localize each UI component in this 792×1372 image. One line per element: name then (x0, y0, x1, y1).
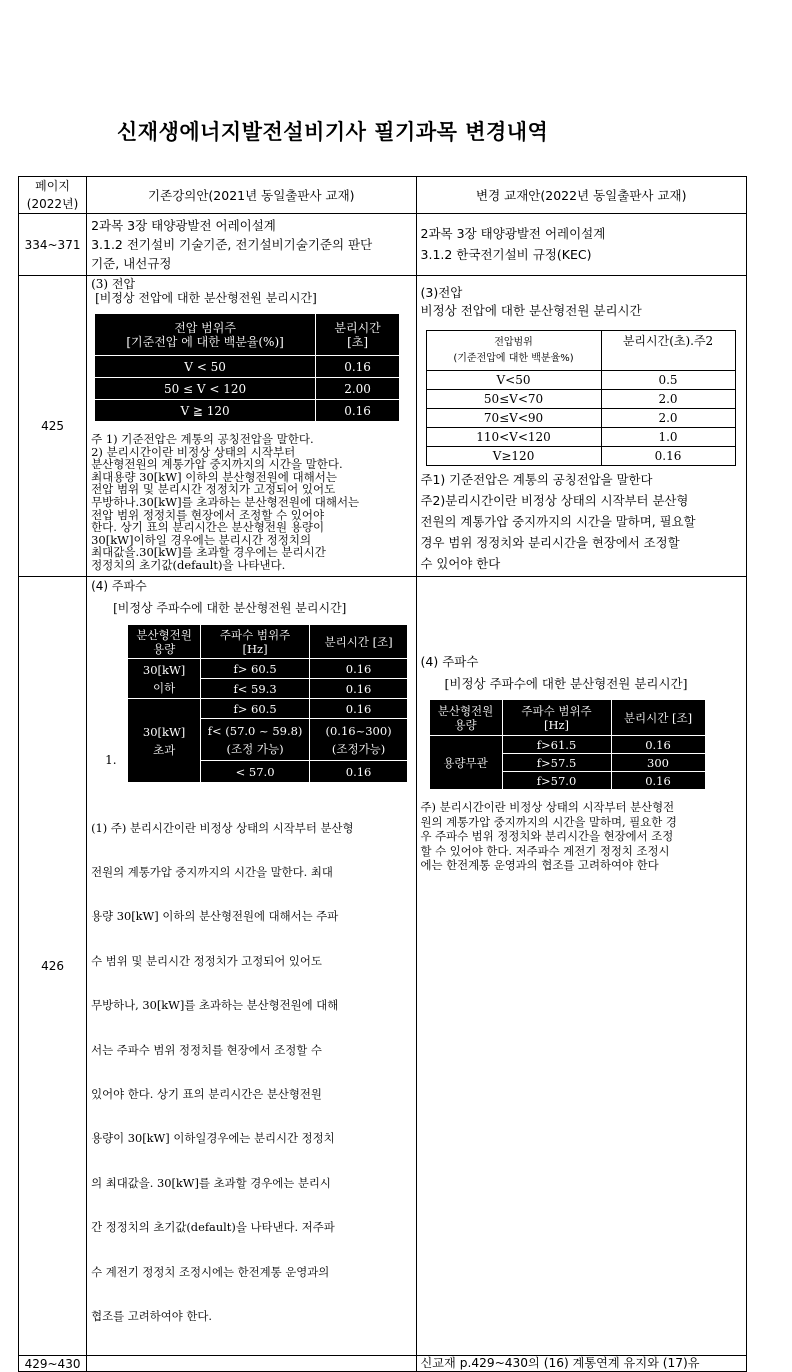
table-cell: 2.0 (601, 390, 735, 409)
note-line: 2) 분리시간이란 비정상 상태의 시작부터 (91, 444, 296, 459)
table-cell: 0.16 (611, 772, 705, 790)
page-cell: 426 (19, 577, 87, 1356)
list-marker: 1. (105, 753, 117, 767)
table-cell: f> 60.5 (201, 699, 310, 719)
change-table (18, 176, 747, 1372)
note-line: 주 1) 기준전압은 계통의 공칭전압을 말한다. (91, 432, 314, 446)
new-notes (421, 469, 742, 574)
note-line: 전압 범위 및 분리시간 정정치가 고정되어 있어도 (91, 482, 336, 497)
table-cell: 0.16 (310, 659, 408, 679)
page-cell: 425 (19, 276, 87, 577)
group-cell: 용량무관 (429, 736, 502, 790)
header-cell: [기준전압 에 대한 백분율(%)] (126, 334, 284, 349)
group-cell: 초과 (152, 742, 176, 757)
note-line: 서는 주파수 범위 정정치를 현장에서 조정할 수 (91, 1042, 322, 1057)
group-cell: 이하 (152, 680, 176, 695)
note-line: 30[kW]이하일 경우에는 분리시간 정정치의 (91, 532, 312, 547)
note-line: 정정치의 초기값(default)을 나타낸다. (91, 557, 286, 572)
old-text-line: 2과목 3장 태양광발전 어레이설계 (91, 218, 276, 233)
table-row (19, 577, 747, 1356)
table-cell: < 57.0 (201, 761, 310, 783)
note-line: 할 수 있어야 한다. 저주파수 계전기 정정치 조정시 (420, 843, 670, 858)
old-notes (91, 791, 411, 1353)
table-cell: 50 ≤ V < 120 (95, 378, 316, 400)
header-cell: 분리시간 [조] (310, 625, 408, 659)
new-content-cell (416, 577, 746, 1356)
table-cell: V < 50 (95, 356, 316, 378)
table-cell: 0.16 (611, 736, 705, 754)
page-cell: 429~430 (19, 1356, 87, 1372)
note-line: 전원의 계통가압 중지까지의 시간을 말하며, 필요할 (420, 514, 696, 529)
note-line: 용량 30[kW] 이하의 분산형전원에 대해서는 주파 (91, 909, 339, 924)
table-cell: V<50 (426, 371, 601, 390)
table-cell: 1.0 (601, 428, 735, 447)
section-heading: (3)전압 (420, 285, 463, 300)
table-cell: 0.16 (601, 447, 735, 466)
table-caption: 비정상 전압에 대한 분산형전원 분리시간 (420, 303, 642, 318)
header-cell: 분산형전원 (437, 703, 494, 718)
year-label: (2022년) (26, 197, 79, 211)
table-cell: f>57.5 (502, 754, 611, 772)
table-caption: [비정상 주파수에 대한 분산형전원 분리시간] (444, 676, 688, 691)
note-line: 수 계전기 정정치 조정시에는 한전계통 운영과의 (91, 1264, 330, 1279)
new-text-line: 신교재 p.429~430의 (16) 계통연계 유지와 (17)유 (420, 1356, 700, 1371)
note-line: 에는 한전계통 운영과의 협조를 고려하여야 한다 (420, 858, 659, 873)
new-content-cell (416, 1356, 746, 1372)
table-cell: 2.00 (316, 378, 400, 400)
table-cell: f> 60.5 (201, 659, 310, 679)
table-caption: [비정상 주파수에 대한 분산형전원 분리시간] (113, 601, 347, 615)
old-text-line: 3.1.2 전기설비 기술기준, 전기설비기술기준의 판단 (91, 237, 373, 252)
table-cell: (조정 가능) (226, 741, 284, 756)
table-cell: 0.5 (601, 371, 735, 390)
page-header-cell (19, 177, 87, 214)
old-notes (91, 433, 411, 572)
note-line: 주1) 기준전압은 계통의 공칭전압을 말한다 (420, 472, 653, 487)
header-cell: 용량 (152, 641, 176, 656)
section-heading: (3) 전압 (91, 277, 136, 291)
new-text-line: 3.1.2 한국전기설비 규정(KEC) (420, 247, 592, 262)
note-line: 무방하나.30[kW]를 초과하는 분산형전원에 대해서는 (91, 494, 360, 509)
table-cell: 0.16 (316, 400, 400, 422)
note-line: 무방하나, 30[kW]를 초과하는 분산형전원에 대해 (91, 998, 339, 1013)
table-cell: 0.16 (310, 699, 408, 719)
header-cell: (기준전압에 대한 백분율%) (453, 352, 574, 364)
table-row (19, 1356, 747, 1372)
old-content-cell (87, 214, 416, 276)
table-cell: (0.16~300) (325, 723, 392, 738)
old-content-cell (87, 1356, 416, 1372)
table-cell: 50≤V<70 (426, 390, 601, 409)
old-text-line: 기준, 내선규정 (91, 256, 172, 271)
table-cell: 70≤V<90 (426, 409, 601, 428)
old-voltage-table (94, 313, 400, 422)
note-line: 있어야 한다. 상기 표의 분리시간은 분산형전원 (91, 1086, 322, 1101)
header-cell: 분리시간 [조] (611, 700, 705, 736)
table-caption: [비정상 전압에 대한 분산형전원 분리시간] (95, 291, 317, 305)
note-line: 주2)분리시간이란 비정상 상태의 시작부터 분산형 (420, 493, 689, 508)
header-cell: [초] (347, 334, 369, 349)
new-content-cell (416, 214, 746, 276)
page-cell: 334~371 (19, 214, 87, 276)
note-line: 주) 분리시간이란 비정상 상태의 시작부터 분산형전 (420, 800, 675, 814)
note-line: 최대용량 30[kW] 이하의 분산형전원에 대해서는 (91, 469, 337, 484)
note-line: 수 있어야 한다 (420, 556, 501, 571)
note-line: 분산형전원의 계통가압 중지까지의 시간을 말한다. (91, 457, 343, 472)
note-line: (1) 주) 분리시간이란 비정상 상태의 시작부터 분산형 (91, 820, 354, 835)
document-title: 신재생에너지발전설비기사 필기과목 변경내역 (117, 120, 549, 144)
note-line: 최대값을.30[kW]를 초과할 경우에는 분리시간 (91, 545, 326, 560)
note-line: 의 최대값을. 30[kW]를 초과할 경우에는 분리시 (91, 1175, 331, 1190)
table-cell: 0.16 (310, 679, 408, 699)
note-line: 경우 범위 정정치와 분리시간을 현장에서 조정할 (420, 535, 680, 550)
table-row (19, 276, 747, 577)
old-content-cell (87, 276, 416, 577)
table-cell: V ≧ 120 (95, 400, 316, 422)
note-line: 우 주파수 범위 정정치와 분리시간을 현장에서 조정 (420, 829, 674, 844)
note-line: 수 범위 및 분리시간 정정치가 고정되어 있어도 (91, 953, 322, 968)
header-cell: 분리시간(초).주2 (601, 331, 735, 371)
note-line: 간 정정치의 초기값(default)을 나타낸다. 저주파 (91, 1220, 335, 1235)
header-cell: [Hz] (543, 717, 570, 732)
header-cell: 주파수 범위주 (219, 627, 291, 642)
new-text-line: 2과목 3장 태양광발전 어레이설계 (420, 226, 606, 241)
table-cell: 0.16 (316, 356, 400, 378)
table-cell: f>61.5 (502, 736, 611, 754)
header-cell: 용량 (454, 717, 477, 732)
note-line: 전원의 계통가압 중지까지의 시간을 말한다. 최대 (91, 864, 333, 879)
table-cell: (조정가능) (331, 741, 386, 756)
header-cell: 분리시간 (334, 320, 381, 335)
new-content-cell (416, 276, 746, 577)
table-cell: 2.0 (601, 409, 735, 428)
table-cell: 110<V<120 (426, 428, 601, 447)
old-content-cell (87, 577, 416, 1356)
group-cell: 30[kW] (142, 662, 186, 677)
new-column-header: 변경 교재안(2022년 동일출판사 교재) (416, 177, 746, 214)
note-line: 전압 범위 정정치를 현장에서 조정할 수 있어야 (91, 507, 325, 522)
table-cell: 300 (611, 754, 705, 772)
note-line: 협조를 고려하여야 한다. (91, 1308, 212, 1323)
header-cell: [Hz] (242, 641, 268, 656)
new-voltage-table (426, 330, 736, 466)
table-row (19, 214, 747, 276)
note-line: 한다. 상기 표의 분리시간은 분산형전원 용량이 (91, 520, 325, 535)
table-cell: f>57.0 (502, 772, 611, 790)
header-cell: 전압 범위주 (174, 320, 236, 335)
new-frequency-table (429, 699, 706, 790)
table-cell: V≥120 (426, 447, 601, 466)
header-row (19, 177, 747, 214)
page-label: 페이지 (35, 179, 70, 193)
note-line: 용량이 30[kW] 이하일경우에는 분리시간 정정치 (91, 1131, 335, 1146)
table-cell: f< (57.0 ~ 59.8) (207, 723, 303, 738)
note-line: 원의 계통가압 중지까지의 시간을 말하며, 필요한 경 (420, 814, 677, 829)
old-frequency-table (127, 624, 408, 783)
section-heading: (4) 주파수 (91, 579, 147, 593)
header-cell: 분산형전원 (136, 627, 192, 642)
table-cell: 0.16 (310, 761, 408, 783)
section-heading: (4) 주파수 (420, 654, 479, 669)
header-cell: 전압범위 (494, 336, 533, 348)
group-cell: 30[kW] (142, 724, 186, 739)
new-notes (421, 800, 742, 873)
header-cell: 주파수 범위주 (521, 703, 592, 718)
old-column-header: 기존강의안(2021년 동일출판사 교재) (87, 177, 416, 214)
table-cell: f< 59.3 (201, 679, 310, 699)
